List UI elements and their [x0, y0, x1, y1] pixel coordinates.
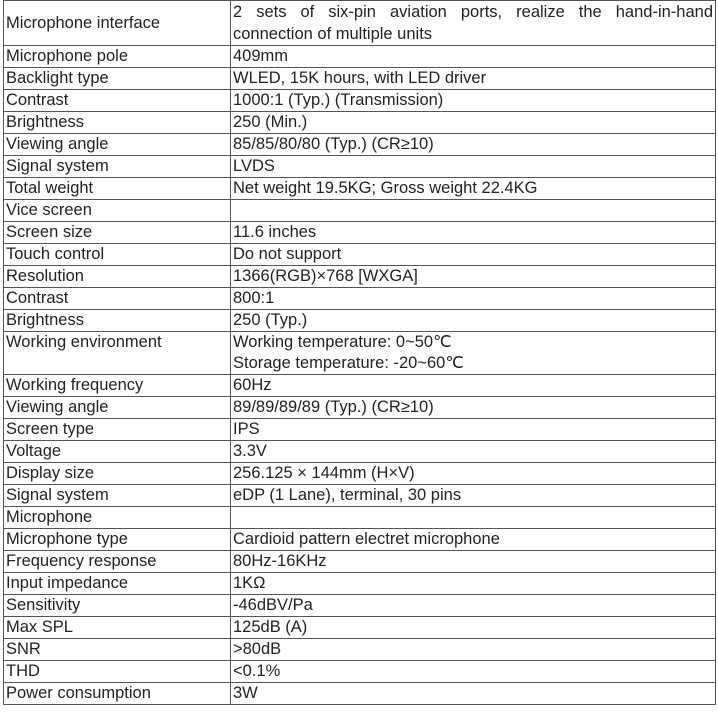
row-label: Screen type — [4, 419, 231, 441]
row-label: Working frequency — [4, 375, 231, 397]
row-value — [231, 332, 716, 375]
row-label: Sensitivity — [4, 595, 231, 617]
row-label: Microphone interface — [4, 1, 231, 46]
row-label: Viewing angle — [4, 134, 231, 156]
row-value: Cardioid pattern electret microphone — [231, 529, 716, 551]
section-blank-cell — [231, 200, 716, 222]
row-value: Do not support — [231, 244, 716, 266]
table-row — [4, 134, 716, 156]
section-row — [4, 507, 716, 529]
table-row — [4, 551, 716, 573]
table-row — [4, 156, 716, 178]
row-label: THD — [4, 661, 231, 683]
section-blank-cell — [231, 507, 716, 529]
row-value: 85/85/80/80 (Typ.) (CR≥10) — [231, 134, 716, 156]
row-value: 256.125 × 144mm (H×V) — [231, 463, 716, 485]
row-value: >80dB — [231, 639, 716, 661]
table-row — [4, 441, 716, 463]
storage-temperature-line: Storage temperature: -20~60℃ — [233, 354, 464, 372]
row-value: 1000:1 (Typ.) (Transmission) — [231, 90, 716, 112]
table-row — [4, 68, 716, 90]
row-value: WLED, 15K hours, with LED driver — [231, 68, 716, 90]
row-label: Resolution — [4, 266, 231, 288]
row-value: 409mm — [231, 46, 716, 68]
table-row — [4, 661, 716, 683]
row-label: Frequency response — [4, 551, 231, 573]
row-value: IPS — [231, 419, 716, 441]
row-value: LVDS — [231, 156, 716, 178]
row-value: 80Hz-16KHz — [231, 551, 716, 573]
row-value: 1KΩ — [231, 573, 716, 595]
section-row — [4, 200, 716, 222]
table-row — [4, 244, 716, 266]
table-row — [4, 266, 716, 288]
row-value: 3W — [231, 683, 716, 705]
row-value: 2 sets of six-pin aviation ports, realize the hand-in-hand connection of multiple units — [231, 1, 716, 46]
row-label: Backlight type — [4, 68, 231, 90]
table-row — [4, 332, 716, 375]
table-row — [4, 310, 716, 332]
row-label: Brightness — [4, 112, 231, 134]
table-row — [4, 683, 716, 705]
table-row — [4, 112, 716, 134]
table-row — [4, 375, 716, 397]
table-row — [4, 595, 716, 617]
table-row — [4, 222, 716, 244]
row-label: Contrast — [4, 90, 231, 112]
row-label: Input impedance — [4, 573, 231, 595]
table-row — [4, 397, 716, 419]
row-value: 60Hz — [231, 375, 716, 397]
table-row — [4, 485, 716, 507]
row-label: Total weight — [4, 178, 231, 200]
table-row — [4, 573, 716, 595]
table-row — [4, 288, 716, 310]
table-row — [4, 46, 716, 68]
row-label: Display size — [4, 463, 231, 485]
table-row — [4, 529, 716, 551]
row-label: Signal system — [4, 156, 231, 178]
row-value: 800:1 — [231, 288, 716, 310]
row-label: Microphone type — [4, 529, 231, 551]
row-value: 11.6 inches — [231, 222, 716, 244]
row-value: -46dBV/Pa — [231, 595, 716, 617]
row-label: Voltage — [4, 441, 231, 463]
row-value: 250 (Typ.) — [231, 310, 716, 332]
table-row — [4, 617, 716, 639]
row-label: Brightness — [4, 310, 231, 332]
table-row — [4, 178, 716, 200]
table-row — [4, 419, 716, 441]
row-label: Microphone pole — [4, 46, 231, 68]
row-value: 89/89/89/89 (Typ.) (CR≥10) — [231, 397, 716, 419]
row-label: SNR — [4, 639, 231, 661]
row-label: Touch control — [4, 244, 231, 266]
table-row — [4, 1, 716, 46]
table-row — [4, 90, 716, 112]
row-value: eDP (1 Lane), terminal, 30 pins — [231, 485, 716, 507]
section-heading-vice-screen: Vice screen — [4, 200, 231, 222]
row-label: Working environment — [4, 332, 231, 375]
row-value: 1366(RGB)×768 [WXGA] — [231, 266, 716, 288]
row-label: Power consumption — [4, 683, 231, 705]
table-row — [4, 639, 716, 661]
spec-table — [3, 0, 716, 705]
row-value: 250 (Min.) — [231, 112, 716, 134]
working-temperature-line: Working temperature: 0~50℃ — [233, 333, 452, 351]
section-heading-microphone: Microphone — [4, 507, 231, 529]
table-row — [4, 463, 716, 485]
row-value: Net weight 19.5KG; Gross weight 22.4KG — [231, 178, 716, 200]
row-label: Contrast — [4, 288, 231, 310]
row-label: Screen size — [4, 222, 231, 244]
row-value: 125dB (A) — [231, 617, 716, 639]
row-label: Signal system — [4, 485, 231, 507]
row-label: Max SPL — [4, 617, 231, 639]
row-label: Viewing angle — [4, 397, 231, 419]
row-value: <0.1% — [231, 661, 716, 683]
row-value: 3.3V — [231, 441, 716, 463]
